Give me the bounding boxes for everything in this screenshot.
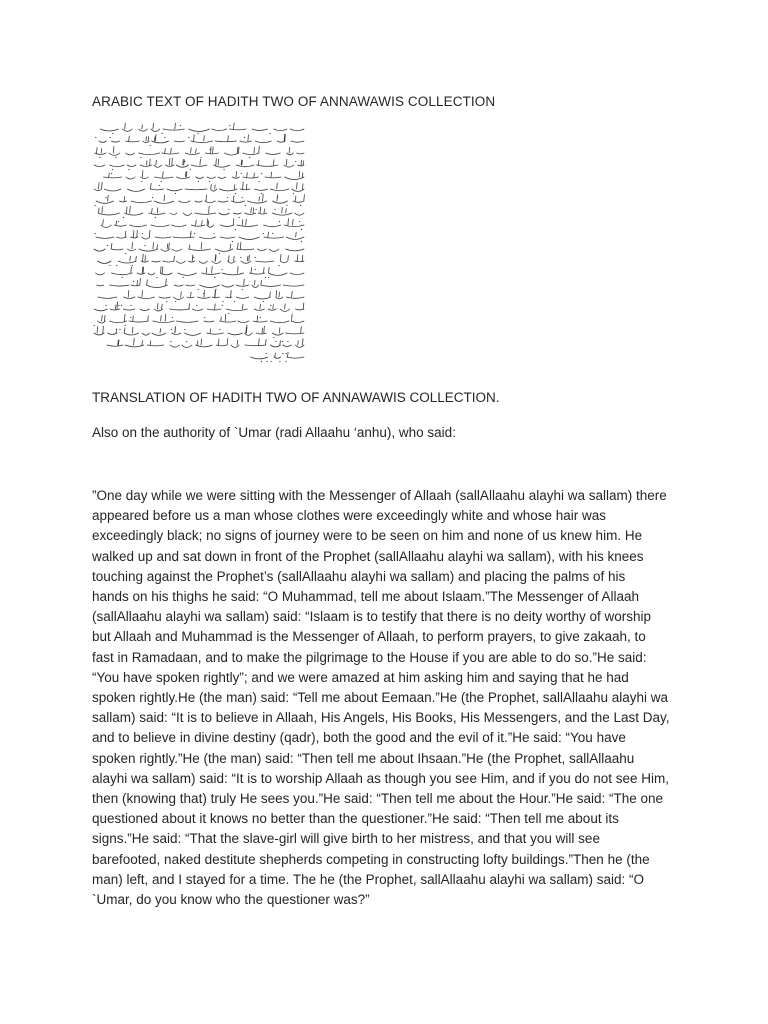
arabic-diacritic-dot [190, 233, 191, 234]
body-line: spoken rightly.He (the man) said: “Tell me about Eemaan.”He (the Prophet, sallAllaahu alayhi wa [92, 690, 669, 706]
body-line: walked up and sat down in front of the Prophet (sallAllaahu alayhi wa sallam), with his knees [92, 548, 644, 564]
arabic-diacritic-dot [166, 301, 167, 302]
arabic-diacritic-dot [286, 205, 287, 206]
arabic-diacritic-dot [186, 341, 187, 342]
arabic-diacritic-dot [198, 289, 199, 290]
arabic-diacritic-dot [184, 161, 185, 162]
body-line: then (knowing that) truly He sees you.”He said: “Then tell me about the Hour.”He said: “The one [92, 791, 664, 807]
arabic-diacritic-dot [95, 233, 96, 234]
arabic-diacritic-dot [263, 233, 264, 234]
arabic-diacritic-dot [140, 157, 141, 158]
arabic-diacritic-dot [277, 197, 278, 198]
arabic-script-line [98, 314, 305, 323]
arabic-diacritic-dot [196, 305, 197, 306]
arabic-diacritic-dot [286, 361, 287, 362]
arabic-script-line [97, 278, 304, 287]
arabic-diacritic-dot [150, 145, 151, 146]
arabic-diacritic-dot [180, 125, 181, 126]
body-line: hands on his thighs he said: “O Muhammad, tell me about Islaam.”The Messenger of Allaah [92, 589, 640, 605]
arabic-diacritic-dot [142, 233, 143, 234]
body-line: spoken rightly.”He (the man) said: “Then tell me about Ihsaan.”He (the Prophet, sallAllaahu [92, 750, 635, 766]
body-line: alayhi wa sallam) said: “It is to worship Allaah as though you see Him, and if you do not see Him, [92, 770, 670, 786]
arabic-diacritic-dot [122, 277, 123, 278]
arabic-diacritic-dot [273, 337, 274, 338]
arabic-diacritic-dot [287, 341, 288, 342]
arabic-script-line [94, 158, 304, 167]
arabic-diacritic-dot [198, 133, 199, 134]
body-line: exceedingly black; no signs of journey were to be seen on him and none of us knew him. He [92, 528, 643, 544]
arabic-diacritic-dot [241, 173, 242, 174]
arabic-diacritic-dot [282, 341, 283, 342]
arabic-diacritic-dot [170, 341, 171, 342]
arabic-diacritic-dot [116, 265, 117, 266]
arabic-diacritic-dot [106, 197, 107, 198]
arabic-diacritic-dot [219, 329, 220, 330]
arabic-diacritic-dot [270, 133, 271, 134]
arabic-diacritic-dot [263, 301, 264, 302]
arabic-script-line [98, 254, 304, 263]
arabic-diacritic-dot [193, 257, 194, 258]
body-line: barefooted, naked destitute shepherds competing in constructing lofty buildings.”Then he (the [92, 851, 650, 867]
arabic-diacritic-dot [129, 169, 130, 170]
arabic-diacritic-dot [261, 173, 262, 174]
arabic-diacritic-dot [115, 157, 116, 158]
body-line: fast in Ramadaan, and to make the pilgrimage to the House if you are able to do so.”He said: [92, 649, 647, 665]
arabic-diacritic-dot [272, 233, 273, 234]
arabic-diacritic-dot [161, 181, 162, 182]
arabic-diacritic-dot [141, 181, 142, 182]
body-line: signs.”He said: “That the slave-girl will give birth to her mistress, and that you will see [92, 831, 600, 847]
arabic-diacritic-dot [245, 205, 246, 206]
arabic-diacritic-dot [164, 137, 165, 138]
arabic-diacritic-dot [275, 341, 276, 342]
arabic-diacritic-dot [172, 317, 173, 318]
arabic-script-line [94, 302, 304, 311]
arabic-hadith-scan-image [90, 121, 308, 371]
arabic-diacritic-dot [107, 245, 108, 246]
arabic-diacritic-dot [261, 193, 262, 194]
arabic-diacritic-dot [204, 317, 205, 318]
arabic-diacritic-dot [214, 233, 215, 234]
arabic-diacritic-dot [171, 329, 172, 330]
arabic-script-line [98, 206, 304, 215]
arabic-diacritic-dot [255, 269, 256, 270]
body-line: (sallAllaahu alayhi wa sallam) said: “Islaam is to testify that there is no deity worthy of worship [92, 609, 651, 625]
arabic-diacritic-dot [299, 221, 300, 222]
arabic-diacritic-dot [232, 241, 233, 242]
arabic-diacritic-dot [119, 329, 120, 330]
arabic-diacritic-dot [265, 277, 266, 278]
arabic-diacritic-dot [105, 305, 106, 306]
arabic-diacritic-dot [198, 181, 199, 182]
arabic-diacritic-dot [235, 193, 236, 194]
arabic-diacritic-dot [259, 181, 260, 182]
arabic-diacritic-dot [239, 217, 240, 218]
arabic-diacritic-dot [203, 293, 204, 294]
arabic-diacritic-dot [295, 161, 296, 162]
arabic-diacritic-dot [268, 277, 269, 278]
hadith-translation-body [92, 486, 692, 910]
arabic-diacritic-dot [301, 229, 302, 230]
arabic-diacritic-dot [271, 361, 272, 362]
arabic-diacritic-dot [116, 329, 117, 330]
arabic-diacritic-dot [301, 241, 302, 242]
arabic-diacritic-dot [121, 305, 122, 306]
body-line: “You have spoken rightly”; and we were amazed at him asking him and saying that he had [92, 669, 629, 685]
arabic-diacritic-dot [279, 361, 280, 362]
arabic-diacritic-dot [111, 173, 112, 174]
arabic-diacritic-dot [224, 169, 225, 170]
arabic-diacritic-dot [162, 133, 163, 134]
body-line: and to believe in divine destiny (qadr), both the good and the evil of it.”He said: “You have [92, 730, 626, 746]
arabic-diacritic-dot [240, 257, 241, 258]
arabic-script-line [94, 242, 304, 251]
arabic-diacritic-dot [300, 205, 301, 206]
arabic-script-line [96, 266, 305, 275]
arabic-diacritic-dot [190, 169, 191, 170]
arabic-script-line [101, 219, 304, 228]
arabic-diacritic-dot [95, 137, 96, 138]
arabic-diacritic-dot [130, 317, 131, 318]
arabic-diacritic-dot [112, 133, 113, 134]
arabic-diacritic-dot [145, 245, 146, 246]
arabic-diacritic-dot [133, 281, 134, 282]
arabic-diacritic-dot [123, 217, 124, 218]
arabic-diacritic-dot [175, 301, 176, 302]
arabic-diacritic-dot [293, 193, 294, 194]
arabic-diacritic-dot [270, 305, 271, 306]
arabic-diacritic-dot [152, 197, 153, 198]
arabic-diacritic-dot [282, 353, 283, 354]
intro-line: Also on the authority of `Umar (radi Allaahu ‘anhu), who said: [92, 425, 456, 440]
arabic-diacritic-dot [214, 277, 215, 278]
arabic-diacritic-dot [229, 125, 230, 126]
arabic-diacritic-dot [275, 209, 276, 210]
arabic-diacritic-dot [210, 149, 211, 150]
arabic-diacritic-dot [228, 313, 229, 314]
arabic-diacritic-dot [130, 305, 131, 306]
body-line: ”One day while we were sitting with the Messenger of Allaah (sallAllaahu alayhi wa sallam) there [92, 488, 667, 503]
arabic-diacritic-dot [267, 361, 268, 362]
body-line: `Umar, do you know who the questioner was?” [92, 892, 370, 908]
arabic-diacritic-dot [118, 221, 119, 222]
arabic-diacritic-dot [223, 301, 224, 302]
arabic-diacritic-dot [159, 185, 160, 186]
arabic-diacritic-dot [227, 197, 228, 198]
arabic-diacritic-dot [286, 353, 287, 354]
arabic-diacritic-dot [125, 253, 126, 254]
arabic-diacritic-dot [266, 353, 267, 354]
arabic-diacritic-dot [260, 317, 261, 318]
arabic-diacritic-dot [188, 137, 189, 138]
arabic-script-line [95, 146, 304, 155]
arabic-diacritic-dot [249, 157, 250, 158]
arabic-diacritic-dot [94, 325, 95, 326]
arabic-script-line [107, 338, 304, 347]
arabic-diacritic-dot [244, 137, 245, 138]
arabic-diacritic-dot [246, 325, 247, 326]
arabic-diacritic-dot [228, 209, 229, 210]
arabic-diacritic-dot [155, 217, 156, 218]
translation-heading: TRANSLATION OF HADITH TWO OF ANNAWAWIS COLLECTION. [92, 390, 500, 405]
arabic-diacritic-dot [109, 265, 110, 266]
arabic-diacritic-dot [261, 361, 262, 362]
arabic-diacritic-dot [194, 233, 195, 234]
arabic-diacritic-dot [125, 325, 126, 326]
body-line: appeared before us a man whose clothes were exceedingly white and whose hair was [92, 508, 607, 524]
arabic-diacritic-dot [183, 277, 184, 278]
body-line: touching against the Prophet’s (sallAllaahu alayhi wa sallam) and placing the palms of his [92, 568, 626, 584]
arabic-script-line [94, 326, 304, 335]
arabic-diacritic-dot [242, 289, 243, 290]
arabic-diacritic-dot [219, 253, 220, 254]
arabic-diacritic-dot [234, 301, 235, 302]
body-line: sallam) said: “It is to believe in Allaah, His Angels, His Books, His Messengers, and the Last Day, [92, 710, 670, 726]
body-line: man) left, and I stayed for a time. The he (the Prophet, sallAllaahu alayhi wa sallam) said: “O [92, 871, 645, 887]
arabic-diacritic-dot [110, 137, 111, 138]
arabic-diacritic-dot [175, 193, 176, 194]
arabic-diacritic-dot [112, 169, 113, 170]
arabic-diacritic-dot [279, 221, 280, 222]
arabic-diacritic-dot [156, 277, 157, 278]
arabic-script-line [96, 194, 304, 203]
arabic-diacritic-dot [242, 197, 243, 198]
arabic-script-line [94, 182, 304, 191]
arabic-diacritic-dot [201, 157, 202, 158]
arabic-script-line [98, 290, 304, 299]
arabic-text-heading: ARABIC TEXT OF HADITH TWO OF ANNAWAWIS COLLECTION [92, 94, 496, 109]
arabic-diacritic-dot [255, 257, 256, 258]
arabic-diacritic-dot [278, 265, 279, 266]
arabic-diacritic-dot [209, 181, 210, 182]
arabic-diacritic-dot [222, 269, 223, 270]
arabic-diacritic-dot [235, 229, 236, 230]
arabic-diacritic-dot [256, 209, 257, 210]
arabic-script-line [251, 352, 304, 359]
arabic-diacritic-dot [132, 265, 133, 266]
arabic-script-line [96, 230, 304, 239]
arabic-diacritic-dot [184, 329, 185, 330]
arabic-script-line [100, 123, 304, 131]
arabic-script-line [104, 171, 305, 180]
arabic-diacritic-dot [118, 305, 119, 306]
arabic-diacritic-dot [222, 305, 223, 306]
arabic-script-line [99, 134, 304, 143]
arabic-diacritic-dot [95, 205, 96, 206]
body-line: but Allaah and Muhammad is the Messenger of Allaah, to perform prayers, to give zakaah, to [92, 629, 646, 645]
arabic-diacritic-dot [99, 157, 100, 158]
body-line: questioned about it knows no better than the questioner.”He said: “Then tell me about its [92, 811, 619, 827]
